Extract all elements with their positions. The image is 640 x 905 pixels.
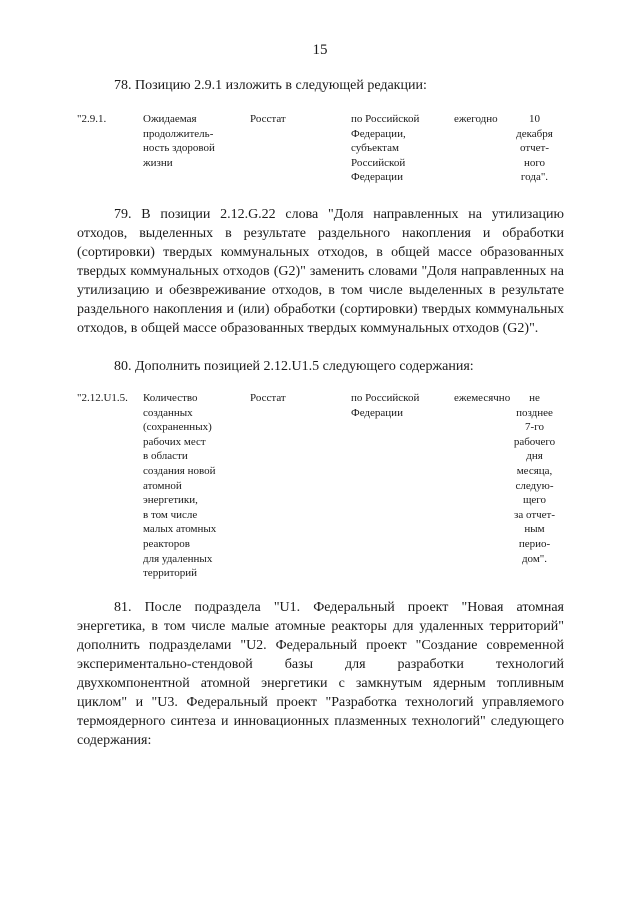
cell-line: для удаленных: [143, 552, 213, 565]
row-name: [143, 112, 243, 170]
cell-line: Федерации: [351, 171, 403, 184]
row-code: "2.9.1.: [77, 113, 107, 125]
row-level: [351, 112, 451, 185]
row-frequency: ежемесячно: [454, 392, 511, 404]
cell-line: не: [529, 392, 540, 404]
row-term: [505, 391, 564, 566]
cell-line: Ожидаемая: [143, 113, 197, 125]
cell-line: Федерации: [351, 406, 403, 419]
cell-line: продолжитель-: [143, 127, 214, 140]
cell-line: за отчет-: [513, 508, 556, 521]
row-code: "2.12.U1.5.: [77, 392, 128, 404]
row-frequency: ежегодно: [454, 113, 498, 125]
cell-line: малых атомных: [143, 523, 217, 536]
cell-line: щего: [522, 494, 547, 507]
cell-line: дня: [526, 450, 543, 463]
cell-line: Российской: [351, 156, 406, 169]
cell-line: перио-: [518, 537, 551, 550]
row-name: [143, 391, 243, 581]
table-row: [77, 391, 564, 581]
item-80: 80. Дополнить позицией 2.12.U1.5 следующего содержания:: [114, 359, 474, 374]
item-81: 81. После подраздела "U1. Федеральный проект "Новая атомная энергетика, в том числе малые атомные реакторы для удаленных территорий" дополнить подразделами "U2. Федеральный проект "Создание современной экспериментально-стендовой базы для разработки технологий двухкомпонентной атомной энергетики с замкнутым ядерным топливным циклом" и "U3. Федеральный проект "Разработка технологий управляемого термоядерного синтеза и инновационных плазменных технологий" следующего содержания:: [77, 600, 564, 748]
item-78: 78. Позицию 2.9.1 изложить в следующей редакции:: [114, 78, 427, 93]
cell-line: Количество: [143, 392, 198, 404]
row-term: [505, 112, 564, 185]
cell-line: дом".: [521, 552, 548, 565]
table-row: [77, 112, 564, 192]
cell-line: (сохраненных): [143, 421, 212, 434]
cell-line: ным: [524, 523, 545, 536]
cell-line: созданных: [143, 406, 193, 419]
item-79: 79. В позиции 2.12.G.22 слова "Доля направленных на утилизацию отходов, выделенных в результате раздельного накопления и обработки (сортировки) твердых коммунальных отходов, в общей массе образованных твердых коммунальных отходов (G2)" заменить словами "Доля направленных на утилизацию и обезвреживание отходов, в том числе выделенных в результате раздельного накопления и (или) обработки (сортировки) твердых коммунальных отходов, в общей массе образованных твердых коммунальных отходов (G2)".: [77, 207, 564, 336]
cell-line: позднее: [516, 406, 553, 419]
cell-line: года".: [520, 171, 549, 184]
cell-line: ного: [523, 156, 546, 169]
cell-line: в том числе: [143, 508, 198, 521]
cell-line: энергетики,: [143, 494, 198, 507]
row-level: [351, 391, 451, 420]
cell-line: следую-: [515, 479, 554, 492]
cell-line: реакторов: [143, 537, 190, 550]
cell-line: территорий: [143, 567, 198, 580]
cell-line: рабочего: [513, 435, 556, 448]
row-source: Росстат: [250, 392, 286, 404]
cell-line: атомной: [143, 479, 182, 492]
cell-line: в области: [143, 450, 188, 463]
cell-line: ность здоровой: [143, 142, 215, 155]
cell-line: субъектам: [351, 142, 399, 155]
cell-line: отчет-: [519, 142, 550, 155]
cell-line: декабря: [516, 127, 553, 140]
cell-line: рабочих мест: [143, 435, 206, 448]
cell-line: 7-го: [525, 421, 544, 434]
cell-line: по Российской: [351, 392, 420, 404]
cell-line: месяца,: [516, 464, 553, 477]
cell-line: по Российской: [351, 113, 420, 125]
cell-line: создания новой: [143, 464, 216, 477]
page-number: 15: [312, 42, 328, 58]
cell-line: 10: [529, 113, 540, 125]
cell-line: жизни: [143, 156, 173, 169]
cell-line: Федерации,: [351, 127, 406, 140]
row-source: Росстат: [250, 113, 286, 125]
